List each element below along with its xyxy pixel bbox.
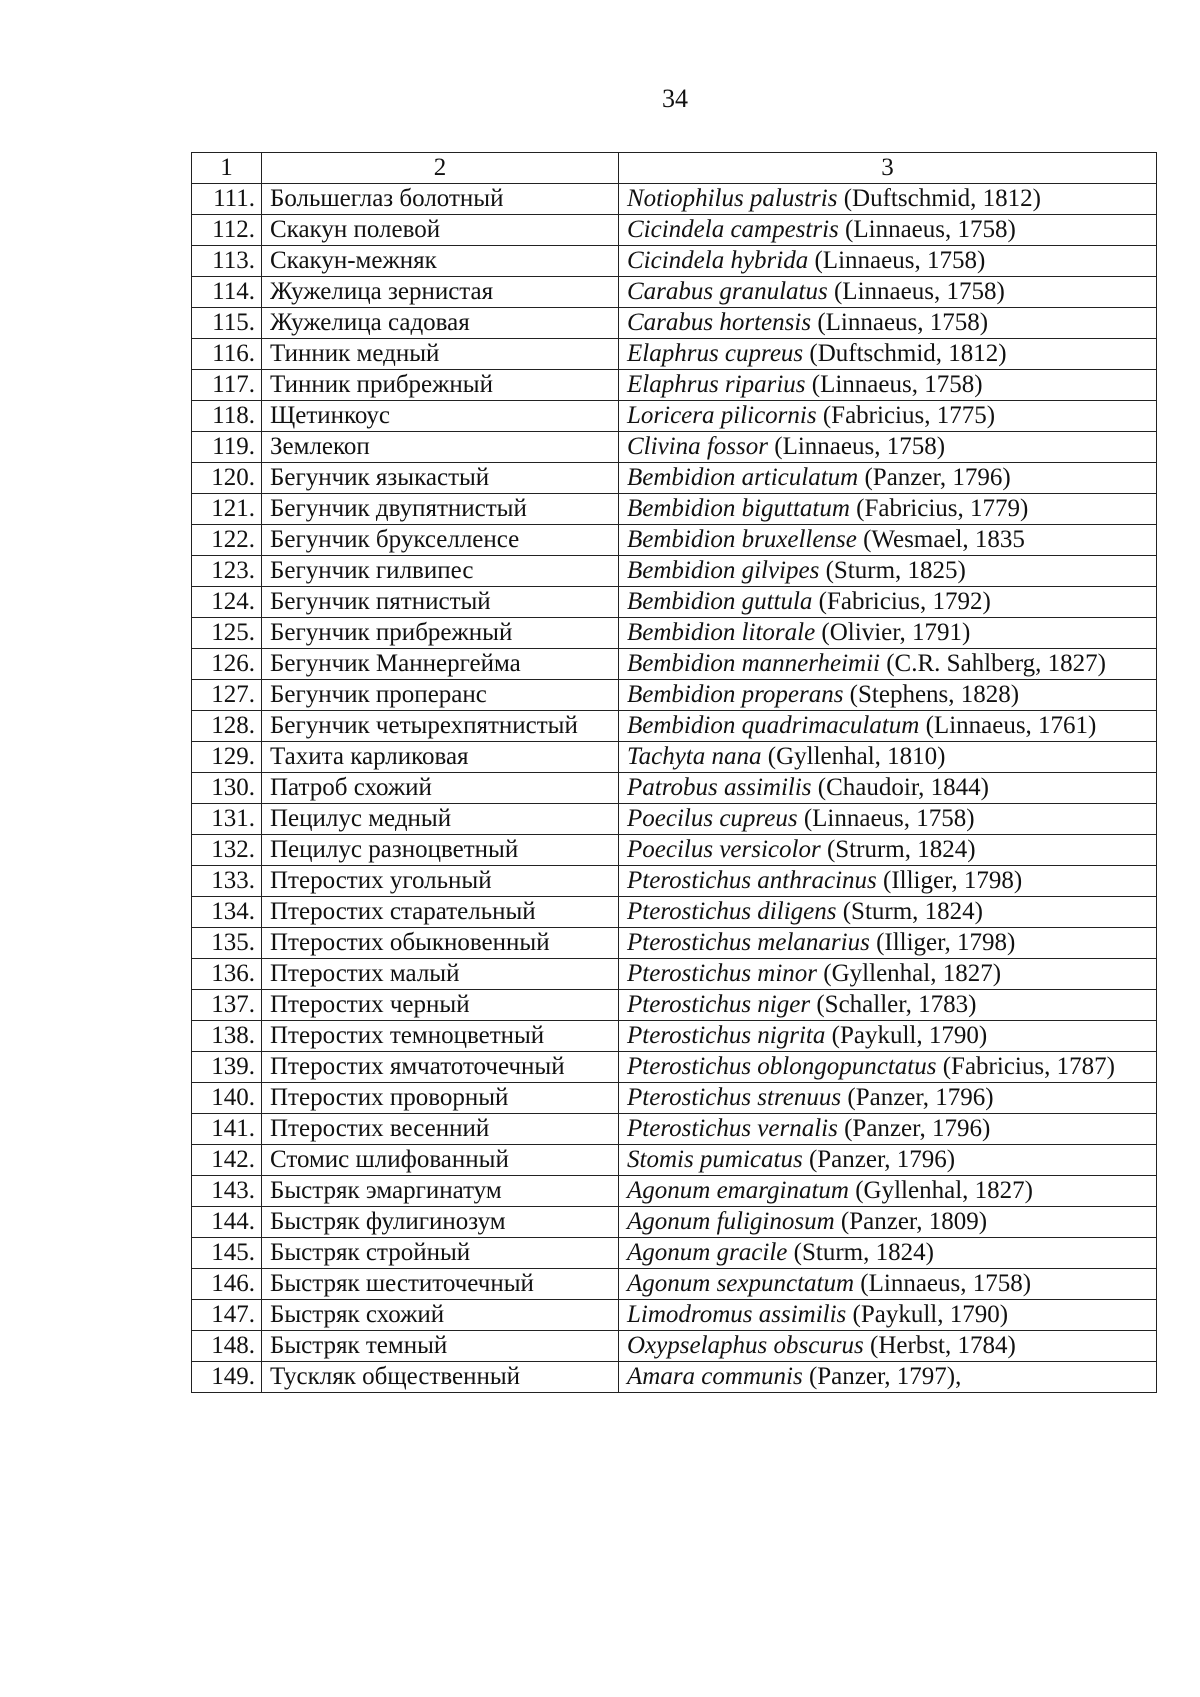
row-number: 147. <box>192 1300 262 1331</box>
latin-binomial: Pterostichus melanarius <box>627 929 870 956</box>
russian-name: Быстряк эмаргинатум <box>262 1176 619 1207</box>
russian-name: Быстряк схожий <box>262 1300 619 1331</box>
row-number: 128. <box>192 711 262 742</box>
russian-name: Бегунчик прибрежный <box>262 618 619 649</box>
row-number: 124. <box>192 587 262 618</box>
row-number: 121. <box>192 494 262 525</box>
author-year: (Stephens, 1828) <box>843 681 1020 708</box>
row-number: 145. <box>192 1238 262 1269</box>
row-number: 143. <box>192 1176 262 1207</box>
table-row <box>192 618 1157 649</box>
russian-name: Бегунчик четырехпятнистый <box>262 711 619 742</box>
header-col-latin-name: 3 <box>619 153 1157 184</box>
author-year: (Strurm, 1824) <box>820 836 976 863</box>
row-number: 140. <box>192 1083 262 1114</box>
latin-name-cell <box>619 618 1157 649</box>
author-year: (Sturm, 1824) <box>836 898 984 925</box>
russian-name: Жужелица зернистая <box>262 277 619 308</box>
latin-binomial: Stomis pumicatus <box>627 1146 803 1173</box>
row-number: 141. <box>192 1114 262 1145</box>
latin-binomial: Limodromus assimilis <box>627 1301 847 1328</box>
latin-name-cell <box>619 804 1157 835</box>
latin-binomial: Carabus hortensis <box>627 309 812 336</box>
header-col-number: 1 <box>192 153 262 184</box>
latin-name-cell <box>619 246 1157 277</box>
table-row <box>192 370 1157 401</box>
row-number: 116. <box>192 339 262 370</box>
table-row <box>192 680 1157 711</box>
russian-name: Птеростих угольный <box>262 866 619 897</box>
author-year: (Illiger, 1798) <box>876 867 1023 894</box>
author-year: (Sturm, 1824) <box>787 1239 934 1266</box>
author-year: (Linnaeus, 1761) <box>919 712 1097 739</box>
latin-name-cell <box>619 928 1157 959</box>
russian-name: Бегунчик языкастый <box>262 463 619 494</box>
author-year: (Schaller, 1783) <box>810 991 977 1018</box>
table-row <box>192 773 1157 804</box>
latin-binomial: Notiophilus palustris <box>627 185 838 212</box>
table-row <box>192 1331 1157 1362</box>
latin-name-cell <box>619 463 1157 494</box>
latin-name-cell <box>619 432 1157 463</box>
latin-binomial: Bembidion articulatum <box>627 464 859 491</box>
author-year: (Sturm, 1825) <box>819 557 966 584</box>
header-col-russian-name: 2 <box>262 153 619 184</box>
author-year: (Duftschmid, 1812) <box>803 340 1007 367</box>
author-year: (Fabricius, 1792) <box>812 588 991 615</box>
table-row <box>192 1300 1157 1331</box>
latin-binomial: Pterostichus nigrita <box>627 1022 826 1049</box>
latin-binomial: Poecilus versicolor <box>627 836 821 863</box>
table-row <box>192 401 1157 432</box>
table-row <box>192 587 1157 618</box>
latin-binomial: Agonum gracile <box>627 1239 788 1266</box>
author-year: (Panzer, 1796) <box>837 1115 991 1142</box>
author-year: (Linnaeus, 1758) <box>838 216 1016 243</box>
latin-binomial: Bembidion gilvipes <box>627 557 820 584</box>
russian-name: Птеростих черный <box>262 990 619 1021</box>
author-year: (Chaudoir, 1844) <box>811 774 989 801</box>
latin-name-cell <box>619 773 1157 804</box>
russian-name: Жужелица садовая <box>262 308 619 339</box>
latin-binomial: Amara communis <box>627 1363 803 1390</box>
table-row <box>192 649 1157 680</box>
author-year: (Gyllenhal, 1827) <box>817 960 1002 987</box>
row-number: 146. <box>192 1269 262 1300</box>
table-row <box>192 742 1157 773</box>
table-row <box>192 432 1157 463</box>
author-year: (Panzer, 1797), <box>802 1363 962 1390</box>
row-number: 119. <box>192 432 262 463</box>
table-row <box>192 277 1157 308</box>
table-row <box>192 711 1157 742</box>
russian-name: Птеростих обыкновенный <box>262 928 619 959</box>
russian-name: Птеростих малый <box>262 959 619 990</box>
author-year: (Panzer, 1796) <box>858 464 1011 491</box>
latin-name-cell <box>619 897 1157 928</box>
latin-name-cell <box>619 215 1157 246</box>
row-number: 144. <box>192 1207 262 1238</box>
author-year: (Linnaeus, 1758) <box>827 278 1005 305</box>
table-row <box>192 928 1157 959</box>
row-number: 138. <box>192 1021 262 1052</box>
author-year: (Herbst, 1784) <box>863 1332 1016 1359</box>
author-year: (Panzer, 1796) <box>802 1146 956 1173</box>
latin-binomial: Agonum sexpunctatum <box>627 1270 855 1297</box>
latin-binomial: Clivina fossor <box>627 433 768 460</box>
latin-binomial: Oxypselaphus obscurus <box>627 1332 864 1359</box>
author-year: (Fabricius, 1787) <box>936 1053 1115 1080</box>
latin-binomial: Bembidion quadrimaculatum <box>627 712 920 739</box>
table-row <box>192 1052 1157 1083</box>
latin-binomial: Pterostichus niger <box>627 991 811 1018</box>
table-row <box>192 308 1157 339</box>
latin-name-cell <box>619 1176 1157 1207</box>
author-year: (Linnaeus, 1758) <box>805 371 983 398</box>
latin-binomial: Elaphrus riparius <box>627 371 806 398</box>
latin-name-cell <box>619 1269 1157 1300</box>
latin-name-cell <box>619 1114 1157 1145</box>
latin-name-cell <box>619 1145 1157 1176</box>
latin-name-cell <box>619 959 1157 990</box>
russian-name: Патроб схожий <box>262 773 619 804</box>
russian-name: Бегунчик двупятнистый <box>262 494 619 525</box>
latin-binomial: Pterostichus diligens <box>627 898 837 925</box>
table-row <box>192 804 1157 835</box>
table-row <box>192 835 1157 866</box>
author-year: (Panzer, 1796) <box>841 1084 994 1111</box>
latin-binomial: Cicindela hybrida <box>627 247 809 274</box>
table-row <box>192 1238 1157 1269</box>
table-row <box>192 339 1157 370</box>
latin-name-cell <box>619 308 1157 339</box>
russian-name: Щетинкоус <box>262 401 619 432</box>
table-row <box>192 1083 1157 1114</box>
latin-name-cell <box>619 1083 1157 1114</box>
latin-name-cell <box>619 370 1157 401</box>
table-row <box>192 184 1157 215</box>
latin-binomial: Bembidion bruxellense <box>627 526 857 553</box>
latin-binomial: Bembidion biguttatum <box>627 495 850 522</box>
russian-name: Птеростих старательный <box>262 897 619 928</box>
author-year: (Linnaeus, 1758) <box>854 1270 1032 1297</box>
author-year: (Duftschmid, 1812) <box>837 185 1041 212</box>
row-number: 114. <box>192 277 262 308</box>
author-year: (Panzer, 1809) <box>834 1208 988 1235</box>
latin-name-cell <box>619 1052 1157 1083</box>
russian-name: Большеглаз болотный <box>262 184 619 215</box>
table-row <box>192 215 1157 246</box>
latin-name-cell <box>619 1021 1157 1052</box>
latin-name-cell <box>619 277 1157 308</box>
author-year: (Wesmael, 1835 <box>856 526 1025 553</box>
row-number: 127. <box>192 680 262 711</box>
row-number: 117. <box>192 370 262 401</box>
author-year: (Fabricius, 1779) <box>849 495 1029 522</box>
russian-name: Пецилус медный <box>262 804 619 835</box>
russian-name: Быстряк фулигинозум <box>262 1207 619 1238</box>
latin-name-cell <box>619 494 1157 525</box>
latin-binomial: Bembidion properans <box>627 681 844 708</box>
latin-name-cell <box>619 990 1157 1021</box>
author-year: (Fabricius, 1775) <box>816 402 996 429</box>
russian-name: Птеростих темноцветный <box>262 1021 619 1052</box>
table-row <box>192 1145 1157 1176</box>
latin-name-cell <box>619 556 1157 587</box>
russian-name: Скакун полевой <box>262 215 619 246</box>
latin-name-cell <box>619 649 1157 680</box>
table-row <box>192 897 1157 928</box>
table-row <box>192 866 1157 897</box>
russian-name: Бегунчик проперанс <box>262 680 619 711</box>
latin-binomial: Poecilus cupreus <box>627 805 798 832</box>
russian-name: Пецилус разноцветный <box>262 835 619 866</box>
row-number: 136. <box>192 959 262 990</box>
row-number: 120. <box>192 463 262 494</box>
row-number: 113. <box>192 246 262 277</box>
species-table-body <box>192 153 1157 1393</box>
latin-binomial: Agonum emarginatum <box>627 1177 849 1204</box>
latin-binomial: Pterostichus minor <box>627 960 818 987</box>
latin-name-cell <box>619 1300 1157 1331</box>
row-number: 126. <box>192 649 262 680</box>
row-number: 111. <box>192 184 262 215</box>
latin-binomial: Bembidion mannerheimii <box>627 650 880 677</box>
russian-name: Быстряк стройный <box>262 1238 619 1269</box>
row-number: 149. <box>192 1362 262 1393</box>
row-number: 123. <box>192 556 262 587</box>
latin-name-cell <box>619 1238 1157 1269</box>
latin-name-cell <box>619 742 1157 773</box>
author-year: (Paykull, 1790) <box>846 1301 1009 1328</box>
table-row <box>192 246 1157 277</box>
row-number: 131. <box>192 804 262 835</box>
table-row <box>192 1114 1157 1145</box>
russian-name: Тинник медный <box>262 339 619 370</box>
latin-name-cell <box>619 401 1157 432</box>
russian-name: Тускляк общественный <box>262 1362 619 1393</box>
author-year: (Olivier, 1791) <box>815 619 971 646</box>
russian-name: Птеростих проворный <box>262 1083 619 1114</box>
latin-binomial: Loricera pilicornis <box>627 402 817 429</box>
latin-name-cell <box>619 1331 1157 1362</box>
row-number: 129. <box>192 742 262 773</box>
russian-name: Бегунчик пятнистый <box>262 587 619 618</box>
author-year: (Illiger, 1798) <box>869 929 1016 956</box>
latin-binomial: Carabus granulatus <box>627 278 828 305</box>
author-year: (Linnaeus, 1758) <box>808 247 986 274</box>
russian-name: Бегунчик Маннергейма <box>262 649 619 680</box>
row-number: 148. <box>192 1331 262 1362</box>
russian-name: Бегунчик брукселленсе <box>262 525 619 556</box>
row-number: 139. <box>192 1052 262 1083</box>
latin-binomial: Elaphrus cupreus <box>627 340 804 367</box>
row-number: 122. <box>192 525 262 556</box>
latin-name-cell <box>619 711 1157 742</box>
table-row <box>192 959 1157 990</box>
row-number: 132. <box>192 835 262 866</box>
table-row <box>192 494 1157 525</box>
latin-name-cell <box>619 835 1157 866</box>
row-number: 112. <box>192 215 262 246</box>
latin-name-cell <box>619 1207 1157 1238</box>
table-header-row <box>192 153 1157 184</box>
latin-name-cell <box>619 1362 1157 1393</box>
table-row <box>192 1362 1157 1393</box>
russian-name: Тинник прибрежный <box>262 370 619 401</box>
russian-name: Бегунчик гилвипес <box>262 556 619 587</box>
table-row <box>192 525 1157 556</box>
latin-name-cell <box>619 587 1157 618</box>
latin-name-cell <box>619 866 1157 897</box>
row-number: 115. <box>192 308 262 339</box>
table-row <box>192 556 1157 587</box>
latin-name-cell <box>619 184 1157 215</box>
latin-binomial: Cicindela campestris <box>627 216 839 243</box>
row-number: 137. <box>192 990 262 1021</box>
row-number: 135. <box>192 928 262 959</box>
russian-name: Птеростих весенний <box>262 1114 619 1145</box>
latin-binomial: Bembidion guttula <box>627 588 813 615</box>
author-year: (Linnaeus, 1758) <box>768 433 946 460</box>
russian-name: Тахита карликовая <box>262 742 619 773</box>
table-row <box>192 1176 1157 1207</box>
author-year: (C.R. Sahlberg, 1827) <box>879 650 1106 677</box>
author-year: (Gyllenhal, 1810) <box>761 743 946 770</box>
table-row <box>192 1269 1157 1300</box>
latin-binomial: Agonum fuliginosum <box>627 1208 835 1235</box>
latin-binomial: Patrobus assimilis <box>627 774 812 801</box>
russian-name: Птеростих ямчатоточечный <box>262 1052 619 1083</box>
row-number: 142. <box>192 1145 262 1176</box>
row-number: 130. <box>192 773 262 804</box>
latin-binomial: Pterostichus anthracinus <box>627 867 877 894</box>
table-row <box>192 463 1157 494</box>
author-year: (Paykull, 1790) <box>825 1022 988 1049</box>
author-year: (Gyllenhal, 1827) <box>848 1177 1033 1204</box>
row-number: 125. <box>192 618 262 649</box>
table-row <box>192 990 1157 1021</box>
row-number: 118. <box>192 401 262 432</box>
latin-binomial: Pterostichus oblongopunctatus <box>627 1053 937 1080</box>
russian-name: Скакун-межняк <box>262 246 619 277</box>
russian-name: Быстряк шеститочечный <box>262 1269 619 1300</box>
row-number: 133. <box>192 866 262 897</box>
latin-name-cell <box>619 680 1157 711</box>
latin-name-cell <box>619 525 1157 556</box>
latin-name-cell <box>619 339 1157 370</box>
latin-binomial: Tachyta nana <box>627 743 762 770</box>
row-number: 134. <box>192 897 262 928</box>
latin-binomial: Pterostichus vernalis <box>627 1115 838 1142</box>
species-table <box>191 152 1157 1393</box>
author-year: (Linnaeus, 1758) <box>811 309 989 336</box>
latin-binomial: Pterostichus strenuus <box>627 1084 842 1111</box>
russian-name: Быстряк темный <box>262 1331 619 1362</box>
russian-name: Стомис шлифованный <box>262 1145 619 1176</box>
table-row <box>192 1207 1157 1238</box>
page-number: 34 <box>662 84 688 113</box>
latin-binomial: Bembidion litorale <box>627 619 816 646</box>
author-year: (Linnaeus, 1758) <box>797 805 975 832</box>
russian-name: Землекоп <box>262 432 619 463</box>
table-row <box>192 1021 1157 1052</box>
